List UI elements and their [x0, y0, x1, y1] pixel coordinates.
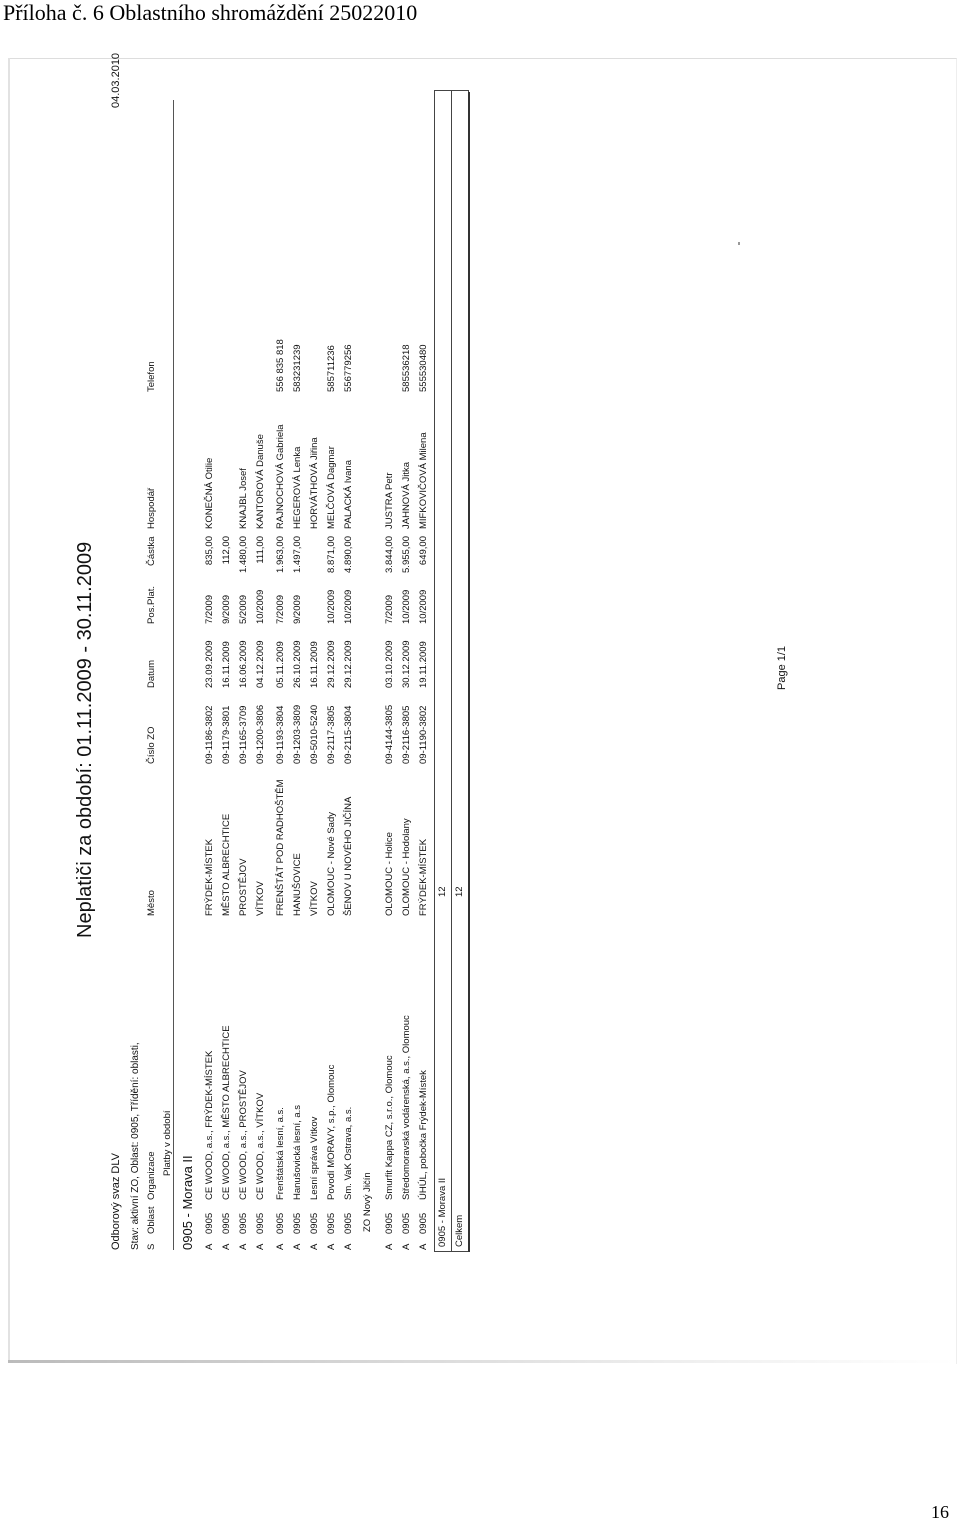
cell-s: A	[326, 1243, 337, 1250]
cell-hospodar: RAJNOCHOVÁ Gabriela	[275, 424, 286, 529]
col-header-organizace: Organizace	[146, 1151, 157, 1200]
cell-oblast: 0905	[292, 1212, 303, 1234]
cell-s: A	[343, 1243, 354, 1250]
cell-datum: 04.12.2009	[255, 640, 266, 688]
cell-organizace: Frenštátská lesní, a.s.	[275, 1107, 286, 1200]
cell-oblast: 0905	[275, 1212, 286, 1234]
col-header-platby: Platby v období	[162, 1110, 173, 1176]
cell-hospodar: JUSTRA Petr	[384, 472, 395, 529]
page-number: 16	[931, 1502, 949, 1522]
cell-pos-plat: 7/2009	[204, 594, 215, 624]
cell-s: A	[309, 1243, 320, 1250]
cell-datum: 03.10.2009	[384, 640, 395, 688]
cell-pos-plat: 9/2009	[292, 594, 303, 624]
cell-mesto: MĚSTO ALBRECHTICE	[221, 813, 232, 916]
cell-cislo-zo: 09-1203-3809	[292, 704, 303, 764]
cell-mesto: VÍTKOV	[309, 881, 320, 916]
cell-organizace: Smurfit Kappa CZ, s.r.o., Olomouc	[384, 1055, 395, 1200]
table-row	[309, 70, 325, 1250]
cell-pos-plat: 10/2009	[418, 589, 429, 624]
cell-datum: 16.11.2009	[309, 641, 320, 688]
cell-mesto: PROSTĚJOV	[238, 858, 249, 916]
cell-mesto: OLOMOUC - Holice	[384, 832, 395, 916]
cell-cislo-zo: 09-1165-3709	[238, 705, 249, 764]
cell-pos-plat: 10/2009	[326, 589, 337, 624]
cell-s: A	[401, 1243, 412, 1250]
cell-hospodar: MIFKOVIČOVÁ Milena	[418, 432, 429, 529]
cell-s: A	[238, 1243, 249, 1250]
scan-edge-left	[8, 58, 10, 1363]
col-header-hospodar: Hospodář	[146, 487, 157, 529]
cell-telefon: 556779256	[343, 344, 354, 392]
cell-datum: 16.11.2009	[221, 641, 232, 688]
report-page-label: Page 1/1	[776, 645, 788, 690]
cell-pos-plat: 10/2009	[343, 589, 354, 624]
cell-cislo-zo: 09-1186-3802	[204, 705, 215, 764]
cell-s: A	[418, 1243, 429, 1250]
cell-datum: 05.11.2009	[275, 641, 286, 688]
cell-organizace: CE WOOD, a.s., MĚSTO ALBRECHTICE	[221, 1025, 232, 1200]
col-header-castka: Částka	[146, 536, 157, 566]
cell-mesto: VÍTKOV	[255, 881, 266, 916]
cell-s: A	[275, 1243, 286, 1250]
total-bottom-rule	[468, 92, 470, 1252]
cell-oblast: 0905	[238, 1212, 249, 1234]
cell-hospodar: HORVÁTHOVÁ Jiřina	[309, 437, 320, 529]
group-total-label: 0905 - Morava II	[437, 1177, 448, 1247]
grand-total-label: Celkem	[454, 1214, 465, 1247]
cell-oblast: 0905	[343, 1212, 354, 1234]
cell-cislo-zo: 09-1193-3804	[275, 705, 286, 764]
cell-telefon: 585536218	[401, 344, 412, 392]
cell-oblast: 0905	[309, 1212, 320, 1234]
report-organization: Odborový svaz DLV	[110, 1152, 122, 1250]
cell-hospodar: KONEČNÁ Otilie	[204, 457, 215, 529]
cell-hospodar: JAHNOVÁ Jitka	[401, 461, 412, 529]
cell-oblast: 0905	[221, 1212, 232, 1234]
table-row	[292, 70, 308, 1250]
col-header-datum: Datum	[146, 660, 157, 688]
cell-mesto: HANUŠOVICE	[292, 853, 303, 916]
grand-total-row	[451, 90, 469, 1252]
report-print-date: 04.03.2010	[110, 52, 122, 108]
cell-hospodar: MELČOVÁ Dagmar	[326, 446, 337, 529]
col-header-cislo-zo: Číslo ZO	[146, 726, 157, 764]
cell-telefon: 555530480	[418, 344, 429, 392]
table-row	[255, 70, 271, 1250]
header-rule	[173, 100, 174, 1250]
cell-organizace: Středomoravská vodárenská, a.s., Olomouc	[401, 1015, 412, 1200]
col-header-oblast: Oblast	[146, 1206, 157, 1234]
page-header-title: Příloha č. 6 Oblastního shromáždění 25022010	[3, 0, 418, 25]
cell-pos-plat: 7/2009	[384, 594, 395, 624]
group-total-row	[434, 90, 452, 1252]
scan-speck	[738, 242, 740, 245]
cell-organizace: Hanušovická lesní, a.s	[292, 1104, 303, 1200]
cell-cislo-zo: 09-2116-3805	[401, 705, 412, 764]
cell-mesto: FRENŠTÁT POD RADHOŠTĚM	[275, 779, 286, 916]
cell-castka: 111,00	[255, 536, 266, 564]
report-title: Neplatiči za období: 01.11.2009 - 30.11.2009	[74, 541, 96, 938]
cell-datum: 16.06.2009	[238, 640, 249, 688]
table-row	[343, 70, 359, 1250]
cell-cislo-zo: 09-2115-3804	[343, 705, 354, 764]
cell-datum: 30.12.2009	[401, 640, 412, 688]
cell-castka: 1.480,00	[238, 536, 249, 573]
col-header-pos-plat: Pos.Plat.	[146, 585, 157, 624]
cell-datum: 23.09.2009	[204, 640, 215, 688]
table-row	[221, 70, 237, 1250]
table-row	[418, 70, 434, 1250]
cell-pos-plat: 10/2009	[401, 589, 412, 624]
report-status-line: Stav: aktivní ZO, Oblast: 0905, Třídění: oblasti,	[130, 1042, 141, 1250]
cell-oblast: 0905	[418, 1212, 429, 1234]
cell-cislo-zo: 09-1179-3801	[221, 705, 232, 764]
grand-total-count: 12	[454, 886, 465, 897]
cell-datum: 29.12.2009	[326, 640, 337, 688]
cell-castka: 8.871,00	[326, 536, 337, 573]
cell-mesto: OLOMOUC - Hodolany	[401, 818, 412, 916]
cell-hospodar: KANTOROVÁ Danuše	[255, 434, 266, 529]
cell-mesto: FRÝDEK-MÍSTEK	[418, 838, 429, 916]
cell-s: A	[255, 1243, 266, 1250]
cell-castka: 4.890,00	[343, 536, 354, 573]
cell-cislo-zo: 09-4144-3805	[384, 704, 395, 764]
scan-edge-bottom	[8, 1360, 956, 1363]
cell-s: A	[384, 1243, 395, 1250]
cell-datum: 19.11.2009	[418, 641, 429, 688]
table-row	[401, 70, 417, 1250]
cell-castka: 5.955,00	[401, 536, 412, 573]
cell-castka: 1.963,00	[275, 536, 286, 573]
cell-telefon: 556 835 818	[275, 339, 286, 392]
cell-organizace: CE WOOD, a.s., FRÝDEK-MÍSTEK	[204, 1050, 215, 1200]
table-row	[384, 70, 400, 1250]
cell-oblast: 0905	[204, 1212, 215, 1234]
cell-telefon: 583231239	[292, 344, 303, 392]
cell-castka: 112,00	[221, 536, 232, 565]
group-title: 0905 - Morava II	[180, 1155, 195, 1250]
cell-mesto: FRÝDEK-MÍSTEK	[204, 838, 215, 916]
cell-oblast: 0905	[326, 1212, 337, 1234]
cell-hospodar: HEGEROVÁ Lenka	[292, 446, 303, 529]
cell-oblast: 0905	[401, 1212, 412, 1234]
col-header-telefon: Telefon	[146, 361, 157, 392]
table-row	[275, 70, 291, 1250]
cell-datum: 29.12.2009	[343, 640, 354, 688]
cell-organizace: CE WOOD, a.s., PROSTĚJOV	[238, 1070, 249, 1200]
cell-organizace: Povodí MORAVY, s.p., Olomouc	[326, 1064, 337, 1200]
cell-castka: 835,00	[204, 536, 215, 566]
cell-mesto: ŠENOV U NOVÉHO JIČÍNA	[343, 796, 354, 916]
cell-cislo-zo: 09-2117-3805	[326, 705, 337, 764]
cell-organizace: Lesní správa Vítkov	[309, 1116, 320, 1200]
rotated-report	[74, 52, 788, 1250]
cell-castka: 3.844,00	[384, 536, 395, 573]
cell-organizace: ÚHÚL, pobočka Frýdek-Místek	[418, 1070, 429, 1200]
table-row	[204, 70, 220, 1250]
cell-mesto: OLOMOUC - Nové Sady	[326, 812, 337, 916]
cell-pos-plat: 5/2009	[238, 594, 249, 624]
cell-organizace: Sm. VaK Ostrava, a.s.	[343, 1106, 354, 1200]
cell-hospodar: KNAJBL Josef	[238, 468, 249, 529]
cell-telefon: 585711236	[326, 345, 337, 392]
cell-oblast: 0905	[384, 1212, 395, 1234]
cell-castka: 649,00	[418, 536, 429, 566]
cell-cislo-zo: 09-1190-3802	[418, 705, 429, 764]
cell-pos-plat: 7/2009	[275, 594, 286, 624]
col-header-s: S	[146, 1243, 157, 1250]
cell-s: A	[221, 1243, 232, 1250]
cell-cislo-zo: 09-1200-3806	[255, 704, 266, 764]
cell-hospodar: PALACKÁ Ivana	[343, 459, 354, 529]
cell-s: A	[292, 1243, 303, 1250]
cell-s: A	[204, 1243, 215, 1250]
subgroup-label: ZO Nový Jičín	[362, 1172, 373, 1232]
cell-cislo-zo: 09-5010-5240	[309, 704, 320, 764]
table-row	[238, 70, 254, 1250]
cell-castka: 1.497,00	[292, 536, 303, 573]
table-row	[326, 70, 342, 1250]
cell-datum: 26.10.2009	[292, 640, 303, 688]
cell-oblast: 0905	[255, 1212, 266, 1234]
cell-organizace: CE WOOD, a.s., VÍTKOV	[255, 1092, 266, 1200]
group-total-count: 12	[437, 886, 448, 897]
cell-pos-plat: 9/2009	[221, 594, 232, 624]
cell-pos-plat: 10/2009	[255, 589, 266, 624]
col-header-mesto: Město	[146, 890, 157, 916]
